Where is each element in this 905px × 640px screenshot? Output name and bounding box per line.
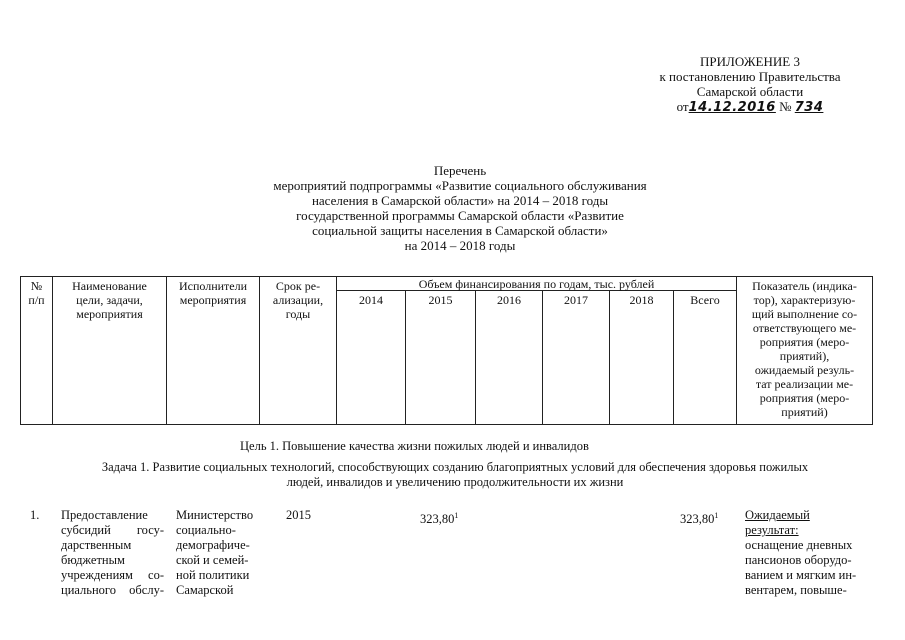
appendix-resolution: к постановлению Правительства xyxy=(659,69,841,84)
task-line: Задача 1. Развитие социальных технологий, способствующих созданию благоприятных условий для обеспечения здоровья пожилых xyxy=(101,460,809,474)
row-name-line: учреждениям со- xyxy=(61,568,164,582)
row-value-2015 xyxy=(420,508,458,527)
row-name-line: Предоставление xyxy=(61,508,148,522)
row-executor xyxy=(176,508,266,598)
header-year-2017: 2017 xyxy=(564,293,588,307)
header-year-2014: 2014 xyxy=(359,293,383,307)
row-executor-line: демографиче- xyxy=(176,538,250,552)
footnote-mark: 1 xyxy=(454,511,459,520)
appendix-region: Самарской области xyxy=(696,84,804,99)
col-divider xyxy=(475,290,476,425)
handwritten-date: 14.12.2016 xyxy=(688,100,776,115)
header-indicator-line: приятий) xyxy=(781,405,828,419)
col-divider xyxy=(609,290,610,425)
task-heading xyxy=(55,460,855,490)
header-table xyxy=(20,276,873,425)
col-divider xyxy=(405,290,406,425)
appendix-block xyxy=(600,54,900,115)
header-indicator-line: роприятия (меро- xyxy=(759,391,850,405)
col-divider xyxy=(542,290,543,425)
row-name-line: бюджетным xyxy=(61,553,125,567)
indicator-text-line: оснащение дневных xyxy=(745,538,853,552)
number-sign: № xyxy=(779,99,792,114)
header-indicator-line: щий выполнение со- xyxy=(751,307,858,321)
header-indicator-line: роприятия (меро- xyxy=(759,335,850,349)
indicator-text-line: пансионов оборудо- xyxy=(745,553,852,567)
row-name-line: циального обслу- xyxy=(61,583,164,597)
handwritten-number: 734 xyxy=(794,100,824,115)
value-total: 323,80 xyxy=(680,512,715,527)
indicator-heading-line: результат: xyxy=(745,523,799,537)
title-line: населения в Самарской области» на 2014 – 2018 годы xyxy=(311,193,609,208)
appendix-title: ПРИЛОЖЕНИЕ 3 xyxy=(700,54,800,69)
header-indicator-line: тор), характеризую- xyxy=(753,293,856,307)
header-indicator-line: Показатель (индика- xyxy=(752,279,857,293)
header-year-2016: 2016 xyxy=(497,293,521,307)
title-line: Перечень xyxy=(433,163,487,178)
col-divider xyxy=(673,290,674,425)
title-line: на 2014 – 2018 годы xyxy=(404,238,516,253)
row-name-line: дарственным xyxy=(61,538,132,552)
row-number: 1. xyxy=(30,508,40,522)
row-executor-line: Самарской xyxy=(176,583,234,597)
footnote-mark: 1 xyxy=(714,511,719,520)
document-title xyxy=(180,163,740,253)
indicator-text-line: ванием и мягким ин- xyxy=(745,568,857,582)
row-name-line: субсидий госу- xyxy=(61,523,164,537)
row-executor-line: ной политики xyxy=(176,568,250,582)
header-num-line: № xyxy=(30,279,43,293)
indicator-text-line: вентарем, повыше- xyxy=(745,583,847,597)
appendix-date-line xyxy=(600,99,900,115)
header-name-line: мероприятия xyxy=(76,307,143,321)
header-funding-group: Объем финансирования по годам, тыс. рублей xyxy=(418,277,655,291)
indicator-heading-line: Ожидаемый xyxy=(745,508,810,522)
header-executors-line: мероприятия xyxy=(179,293,247,307)
header-executors-line: Исполнители xyxy=(178,279,248,293)
value-2015: 323,80 xyxy=(420,512,455,527)
table-border-bottom xyxy=(20,424,873,425)
header-name-line: Наименование xyxy=(72,279,147,293)
goal-heading: Цель 1. Повышение качества жизни пожилых людей и инвалидов xyxy=(240,439,589,453)
date-prefix: от xyxy=(676,99,689,114)
row-name xyxy=(61,508,164,598)
task-line: людей, инвалидов и увеличению продолжительности их жизни xyxy=(286,475,624,489)
title-line: мероприятий подпрограммы «Развитие социального обслуживания xyxy=(273,178,647,193)
row-term: 2015 xyxy=(286,508,311,522)
header-indicator-line: ожидаемый резуль- xyxy=(754,363,855,377)
title-line: государственной программы Самарской области «Развитие xyxy=(296,208,624,223)
title-line: социальной защиты населения в Самарской области» xyxy=(312,223,608,238)
row-executor-line: социально- xyxy=(176,523,236,537)
header-name xyxy=(53,279,166,321)
header-year-2018: 2018 xyxy=(629,293,654,307)
header-num-line: п/п xyxy=(28,293,45,307)
header-term-line: Срок ре- xyxy=(275,279,321,293)
row-executor-line: Министерство xyxy=(176,508,254,522)
row-indicator xyxy=(745,508,870,598)
header-name-line: цели, задачи, xyxy=(76,293,143,307)
header-term-line: ализации, xyxy=(272,293,324,307)
header-indicator-line: приятий), xyxy=(779,349,830,363)
header-executors xyxy=(167,279,259,307)
header-indicator-line: тат реализации ме- xyxy=(755,377,854,391)
header-year-2015: 2015 xyxy=(428,293,453,307)
col-divider xyxy=(872,276,873,425)
row-value-total xyxy=(680,508,718,527)
header-indicator xyxy=(737,279,872,419)
header-num xyxy=(21,279,52,307)
header-indicator-line: ответствующего ме- xyxy=(752,321,857,335)
header-term-line: годы xyxy=(285,307,311,321)
header-term xyxy=(260,279,336,321)
row-executor-line: ской и семей- xyxy=(176,553,249,567)
header-total: Всего xyxy=(690,293,720,307)
